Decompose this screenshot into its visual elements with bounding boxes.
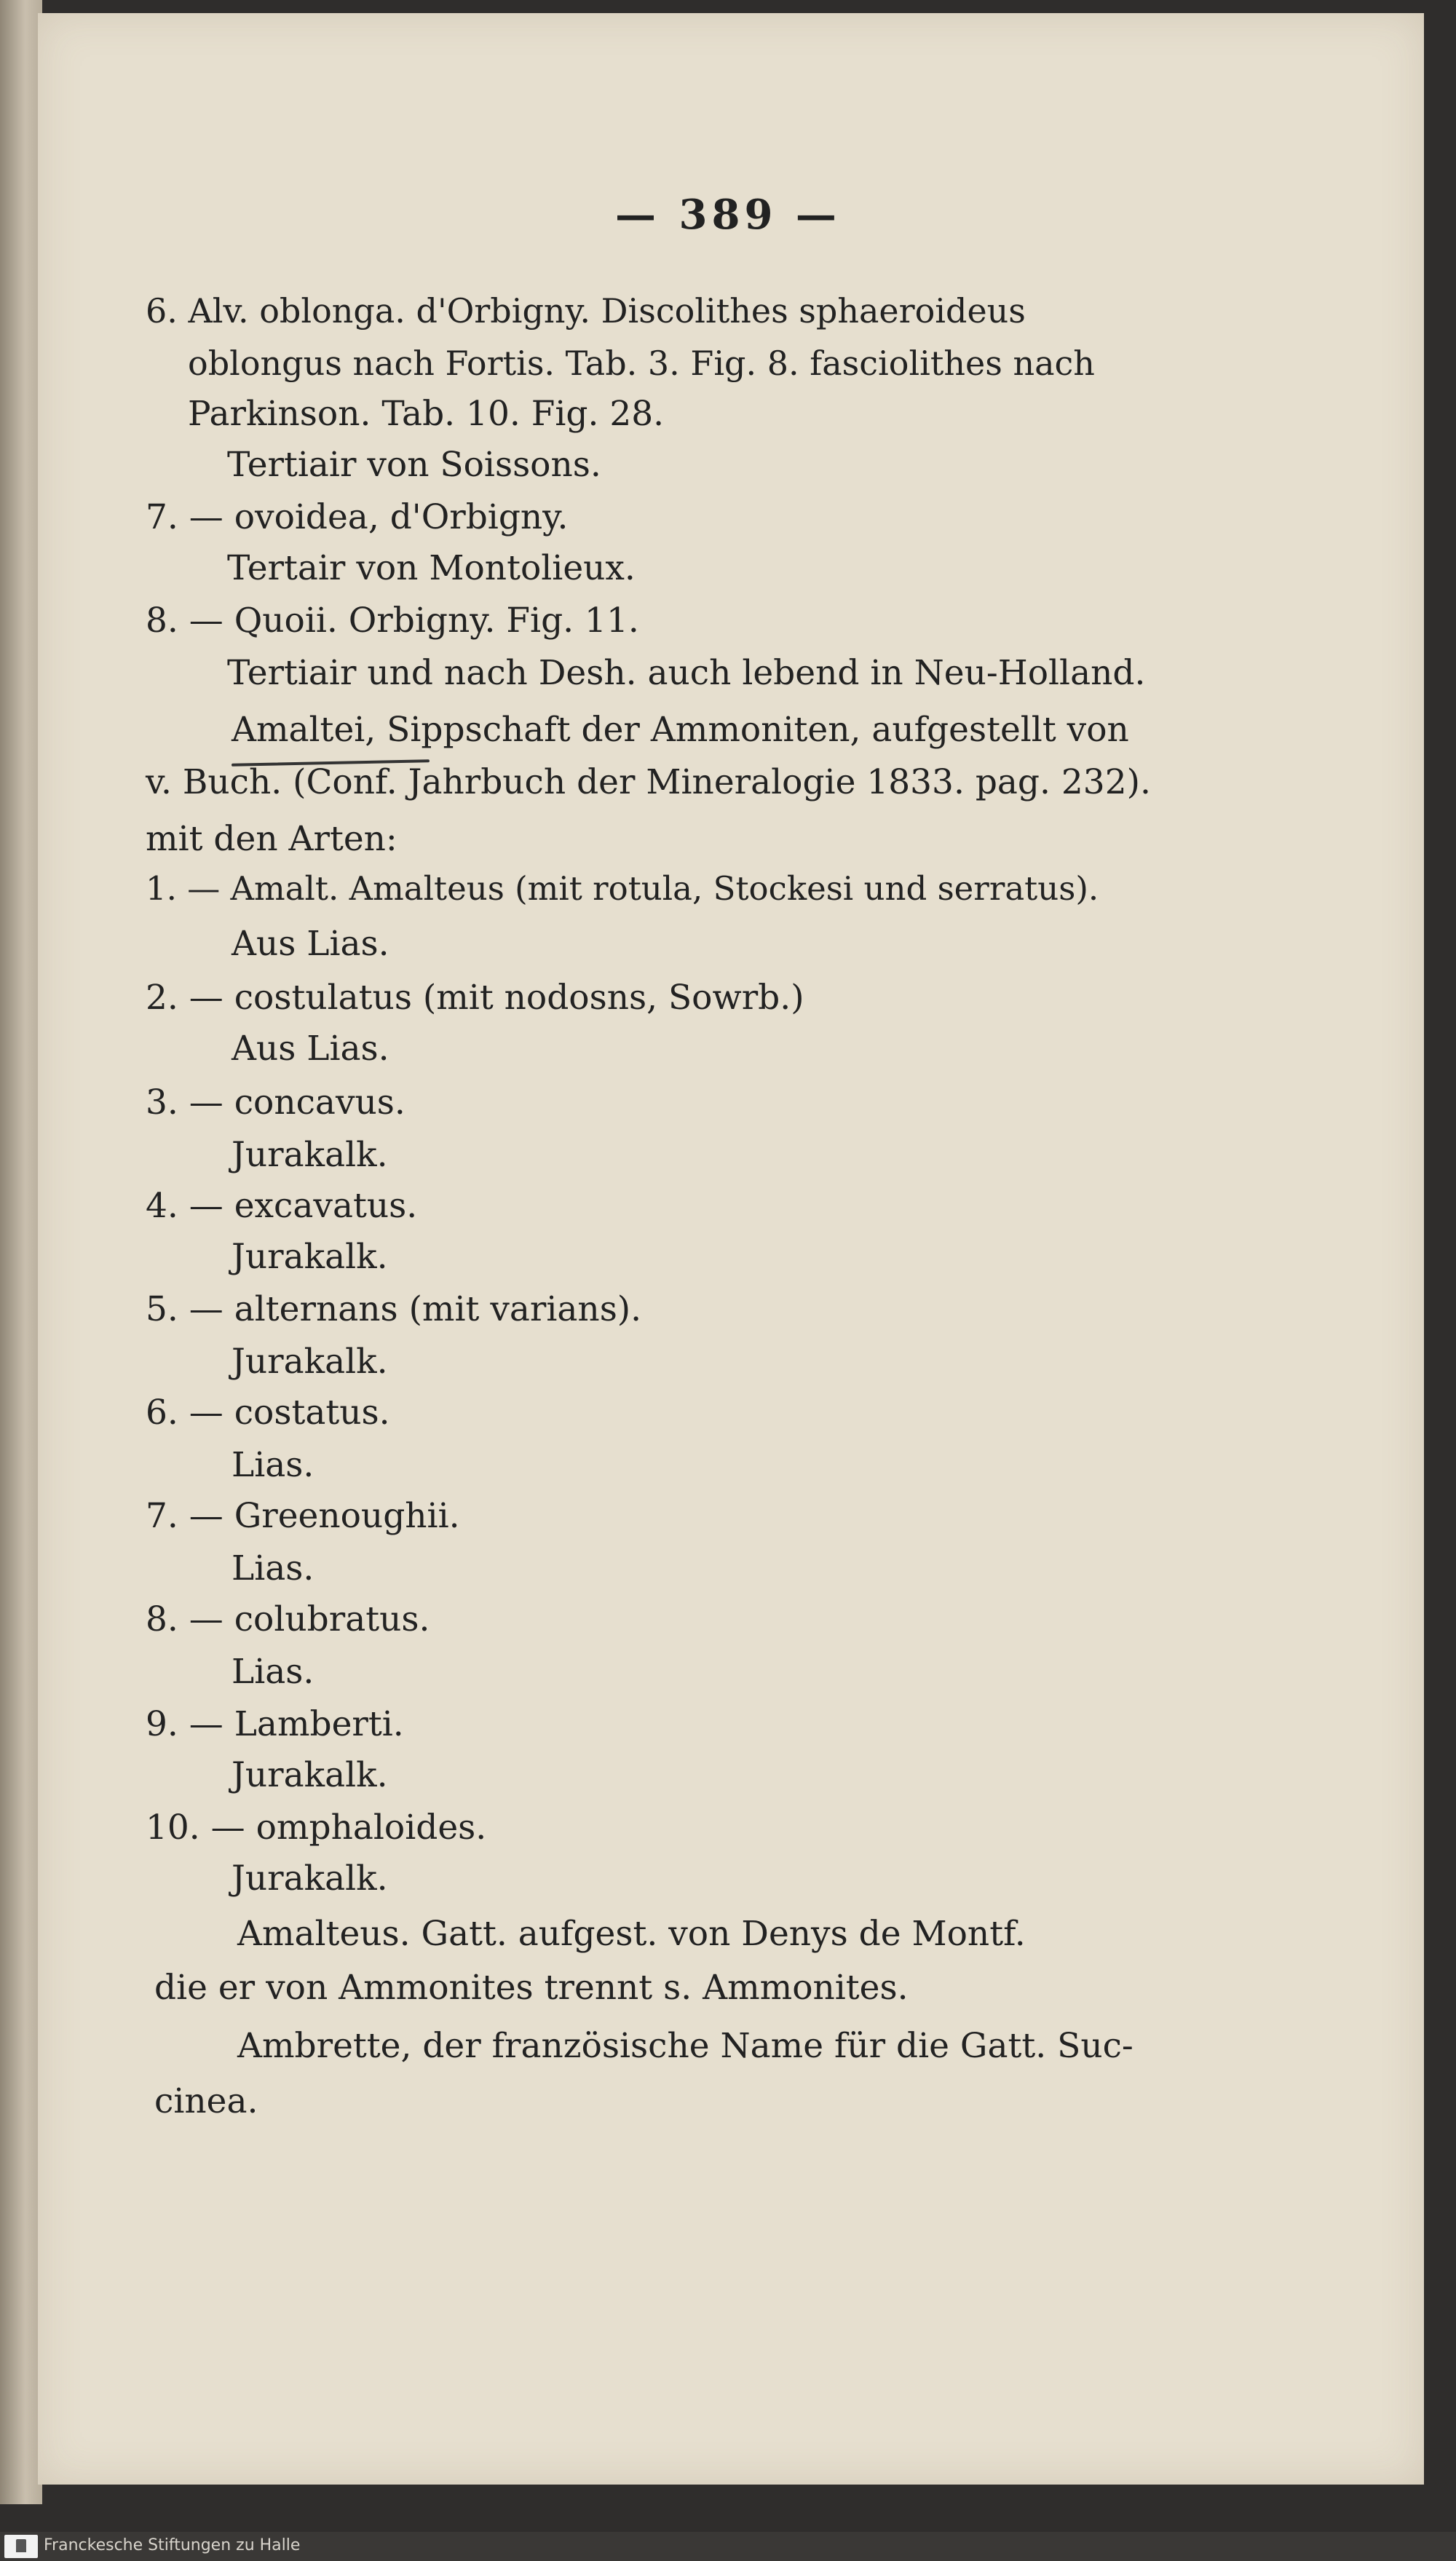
text-line-32: Amalteus. Gatt. aufgest. von Denys de Montf. (237, 1914, 1026, 1954)
text-line-33: die er von Ammonites trennt s. Ammonites. (154, 1968, 909, 2008)
text-line-4: Tertiair von Soissons. (227, 445, 601, 485)
book-spine-edge (0, 0, 42, 2504)
text-line-18: 4. — excavatus. (146, 1186, 418, 1226)
text-line-29: Jurakalk. (232, 1755, 388, 1795)
text-line-12: 1. — Amalt. Amalteus (mit rotula, Stockesi und serratus). (146, 869, 1099, 908)
text-line-2: oblongus nach Fortis. Tab. 3. Fig. 8. fasciolithes nach (188, 344, 1095, 383)
text-line-19: Jurakalk. (232, 1237, 388, 1277)
text-line-23: Lias. (232, 1445, 314, 1485)
institution-logo-icon (4, 2535, 38, 2558)
text-line-34: Ambrette, der französische Name für die Gatt. Suc- (237, 2026, 1133, 2066)
text-line-7: 8. — Quoii. Orbigny. Fig. 11. (146, 601, 639, 641)
text-line-14: 2. — costulatus (mit nodosns, Sowrb.) (146, 978, 804, 1018)
text-line-8: Tertiair und nach Desh. auch lebend in Neu-Holland. (227, 653, 1146, 693)
text-line-6: Tertair von Montolieux. (227, 548, 636, 588)
text-line-13: Aus Lias. (232, 924, 389, 964)
text-line-15: Aus Lias. (232, 1029, 389, 1069)
text-line-22: 6. — costatus. (146, 1393, 390, 1433)
text-line-17: Jurakalk. (232, 1135, 388, 1175)
text-line-35: cinea. (154, 2081, 258, 2121)
text-line-5: 7. — ovoidea, d'Orbigny. (146, 497, 569, 537)
text-line-27: Lias. (232, 1652, 314, 1692)
text-line-11: mit den Arten: (146, 819, 397, 859)
text-line-3: Parkinson. Tab. 10. Fig. 28. (188, 394, 665, 434)
text-line-24: 7. — Greenoughii. (146, 1496, 460, 1536)
footer-credit: Franckesche Stiftungen zu Halle (44, 2536, 301, 2554)
text-line-26: 8. — colubratus. (146, 1599, 430, 1639)
text-line-1: 6. Alv. oblonga. d'Orbigny. Discolithes sphaeroideus (146, 291, 1026, 330)
text-line-9: Amaltei, Sippschaft der Ammoniten, aufgestellt von (232, 710, 1129, 750)
text-line-28: 9. — Lamberti. (146, 1704, 404, 1744)
text-line-16: 3. — concavus. (146, 1082, 405, 1123)
text-line-25: Lias. (232, 1548, 314, 1588)
text-line-20: 5. — alternans (mit varians). (146, 1289, 642, 1329)
text-line-30: 10. — omphaloides. (146, 1808, 487, 1848)
text-line-21: Jurakalk. (232, 1342, 388, 1382)
text-line-10: v. Buch. (Conf. Jahrbuch der Mineralogie 1833. pag. 232). (146, 762, 1151, 802)
page-number: — 389 — (615, 191, 841, 239)
text-line-31: Jurakalk. (232, 1859, 388, 1899)
